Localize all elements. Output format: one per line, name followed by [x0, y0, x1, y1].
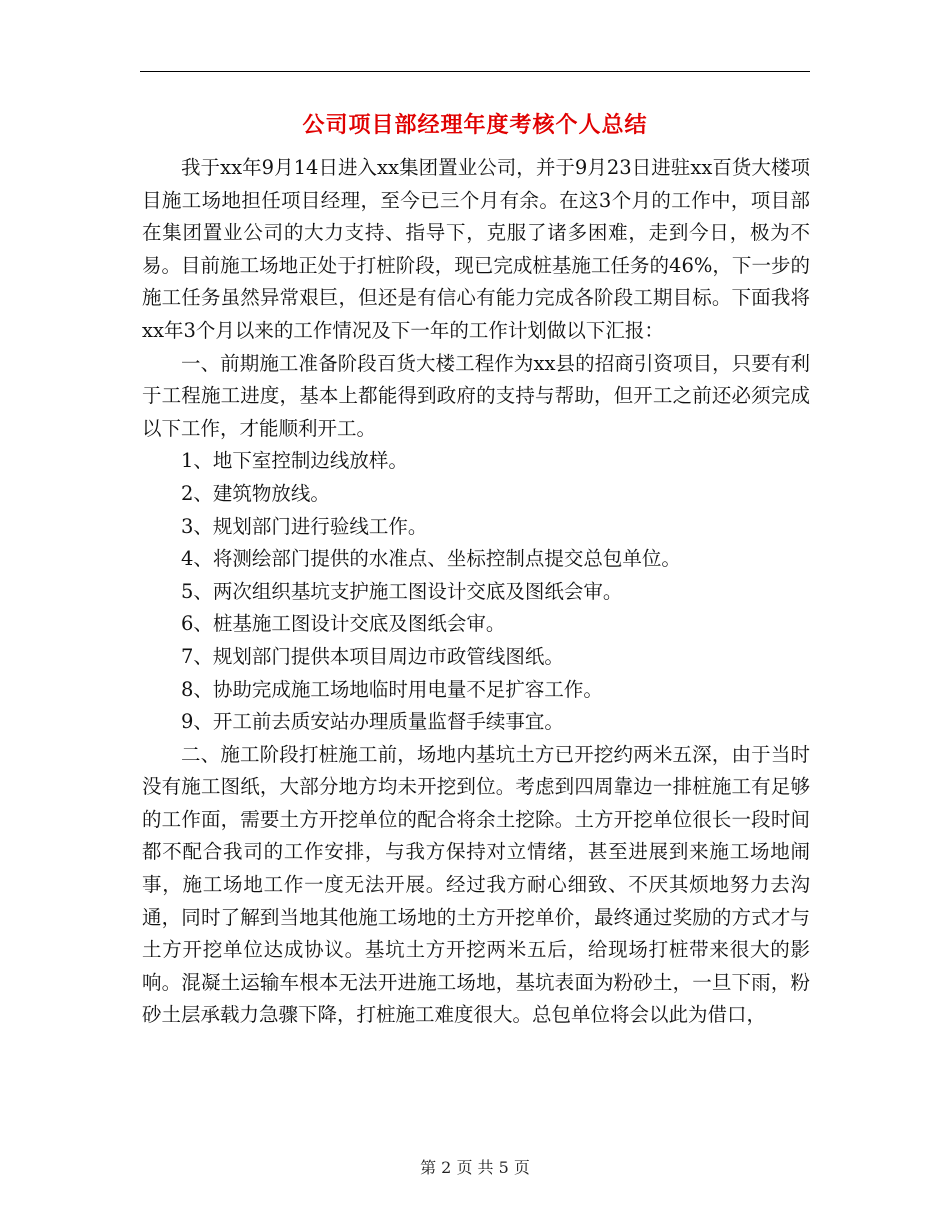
paragraph-intro: 我于xx年9月14日进入xx集团置业公司，并于9月23日进驻xx百货大楼项目施工场地担任项目经理，至今已三个月有余。在这3个月的工作中，项目部在集团置业公司的大力支持、指导下，克服了诸多困难，走到今日，极为不易。目前施工场地正处于打桩阶段，现已完成桩基施工任务的46%，下一步的施工任务虽然异常艰巨，但还是有信心有能力完成各阶段工期目标。下面我将xx年3个月以来的工作情况及下一年的工作计划做以下汇报：	[142, 156, 810, 342]
list-item: 3、规划部门进行验线工作。	[181, 514, 428, 538]
paragraph-section-1: 一、前期施工准备阶段百货大楼工程作为xx县的招商引资项目，只要有利于工程施工进度，基本上都能得到政府的支持与帮助，但开工之前还必须完成以下工作，才能顺利开工。	[142, 351, 810, 440]
paragraph-section-2: 二、施工阶段打桩施工前，场地内基坑土方已开挖约两米五深，由于当时没有施工图纸，大部分地方均未开挖到位。考虑到四周靠边一排桩施工有足够的工作面，需要土方开挖单位的配合将余土挖除。土方开挖单位很长一段时间都不配合我司的工作安排，与我方保持对立情绪，甚至进展到来施工场地闹事，施工场地工作一度无法开展。经过我方耐心细致、不厌其烦地努力去沟通，同时了解到当地其他施工场地的土方开挖单价，最终通过奖励的方式才与土方开挖单位达成协议。基坑土方开挖两米五后，给现场打桩带来很大的影响。混凝土运输车根本无法开进施工场地，基坑表面为粉砂土，一旦下雨，粉砂土层承载力急骤下降，打桩施工难度很大。总包单位将会以此为借口，	[142, 742, 810, 1027]
document-body	[142, 152, 810, 1032]
page-number-footer: 第 2 页 共 5 页	[420, 1158, 530, 1177]
list-item: 7、规划部门提供本项目周边市政管线图纸。	[181, 644, 564, 668]
list-item: 8、协助完成施工场地临时用电量不足扩容工作。	[181, 677, 603, 701]
list-item: 6、桩基施工图设计交底及图纸会审。	[181, 612, 506, 636]
document-title: 公司项目部经理年度考核个人总结	[302, 112, 648, 138]
list-item: 4、将测绘部门提供的水准点、坐标控制点提交总包单位。	[181, 547, 681, 571]
header-rule	[140, 71, 810, 72]
list-item: 2、建筑物放线。	[181, 481, 330, 505]
list-item: 1、地下室控制边线放样。	[181, 449, 408, 473]
list-item: 9、开工前去质安站办理质量监督手续事宜。	[181, 710, 564, 734]
list-item: 5、两次组织基坑支护施工图设计交底及图纸会审。	[181, 579, 623, 603]
